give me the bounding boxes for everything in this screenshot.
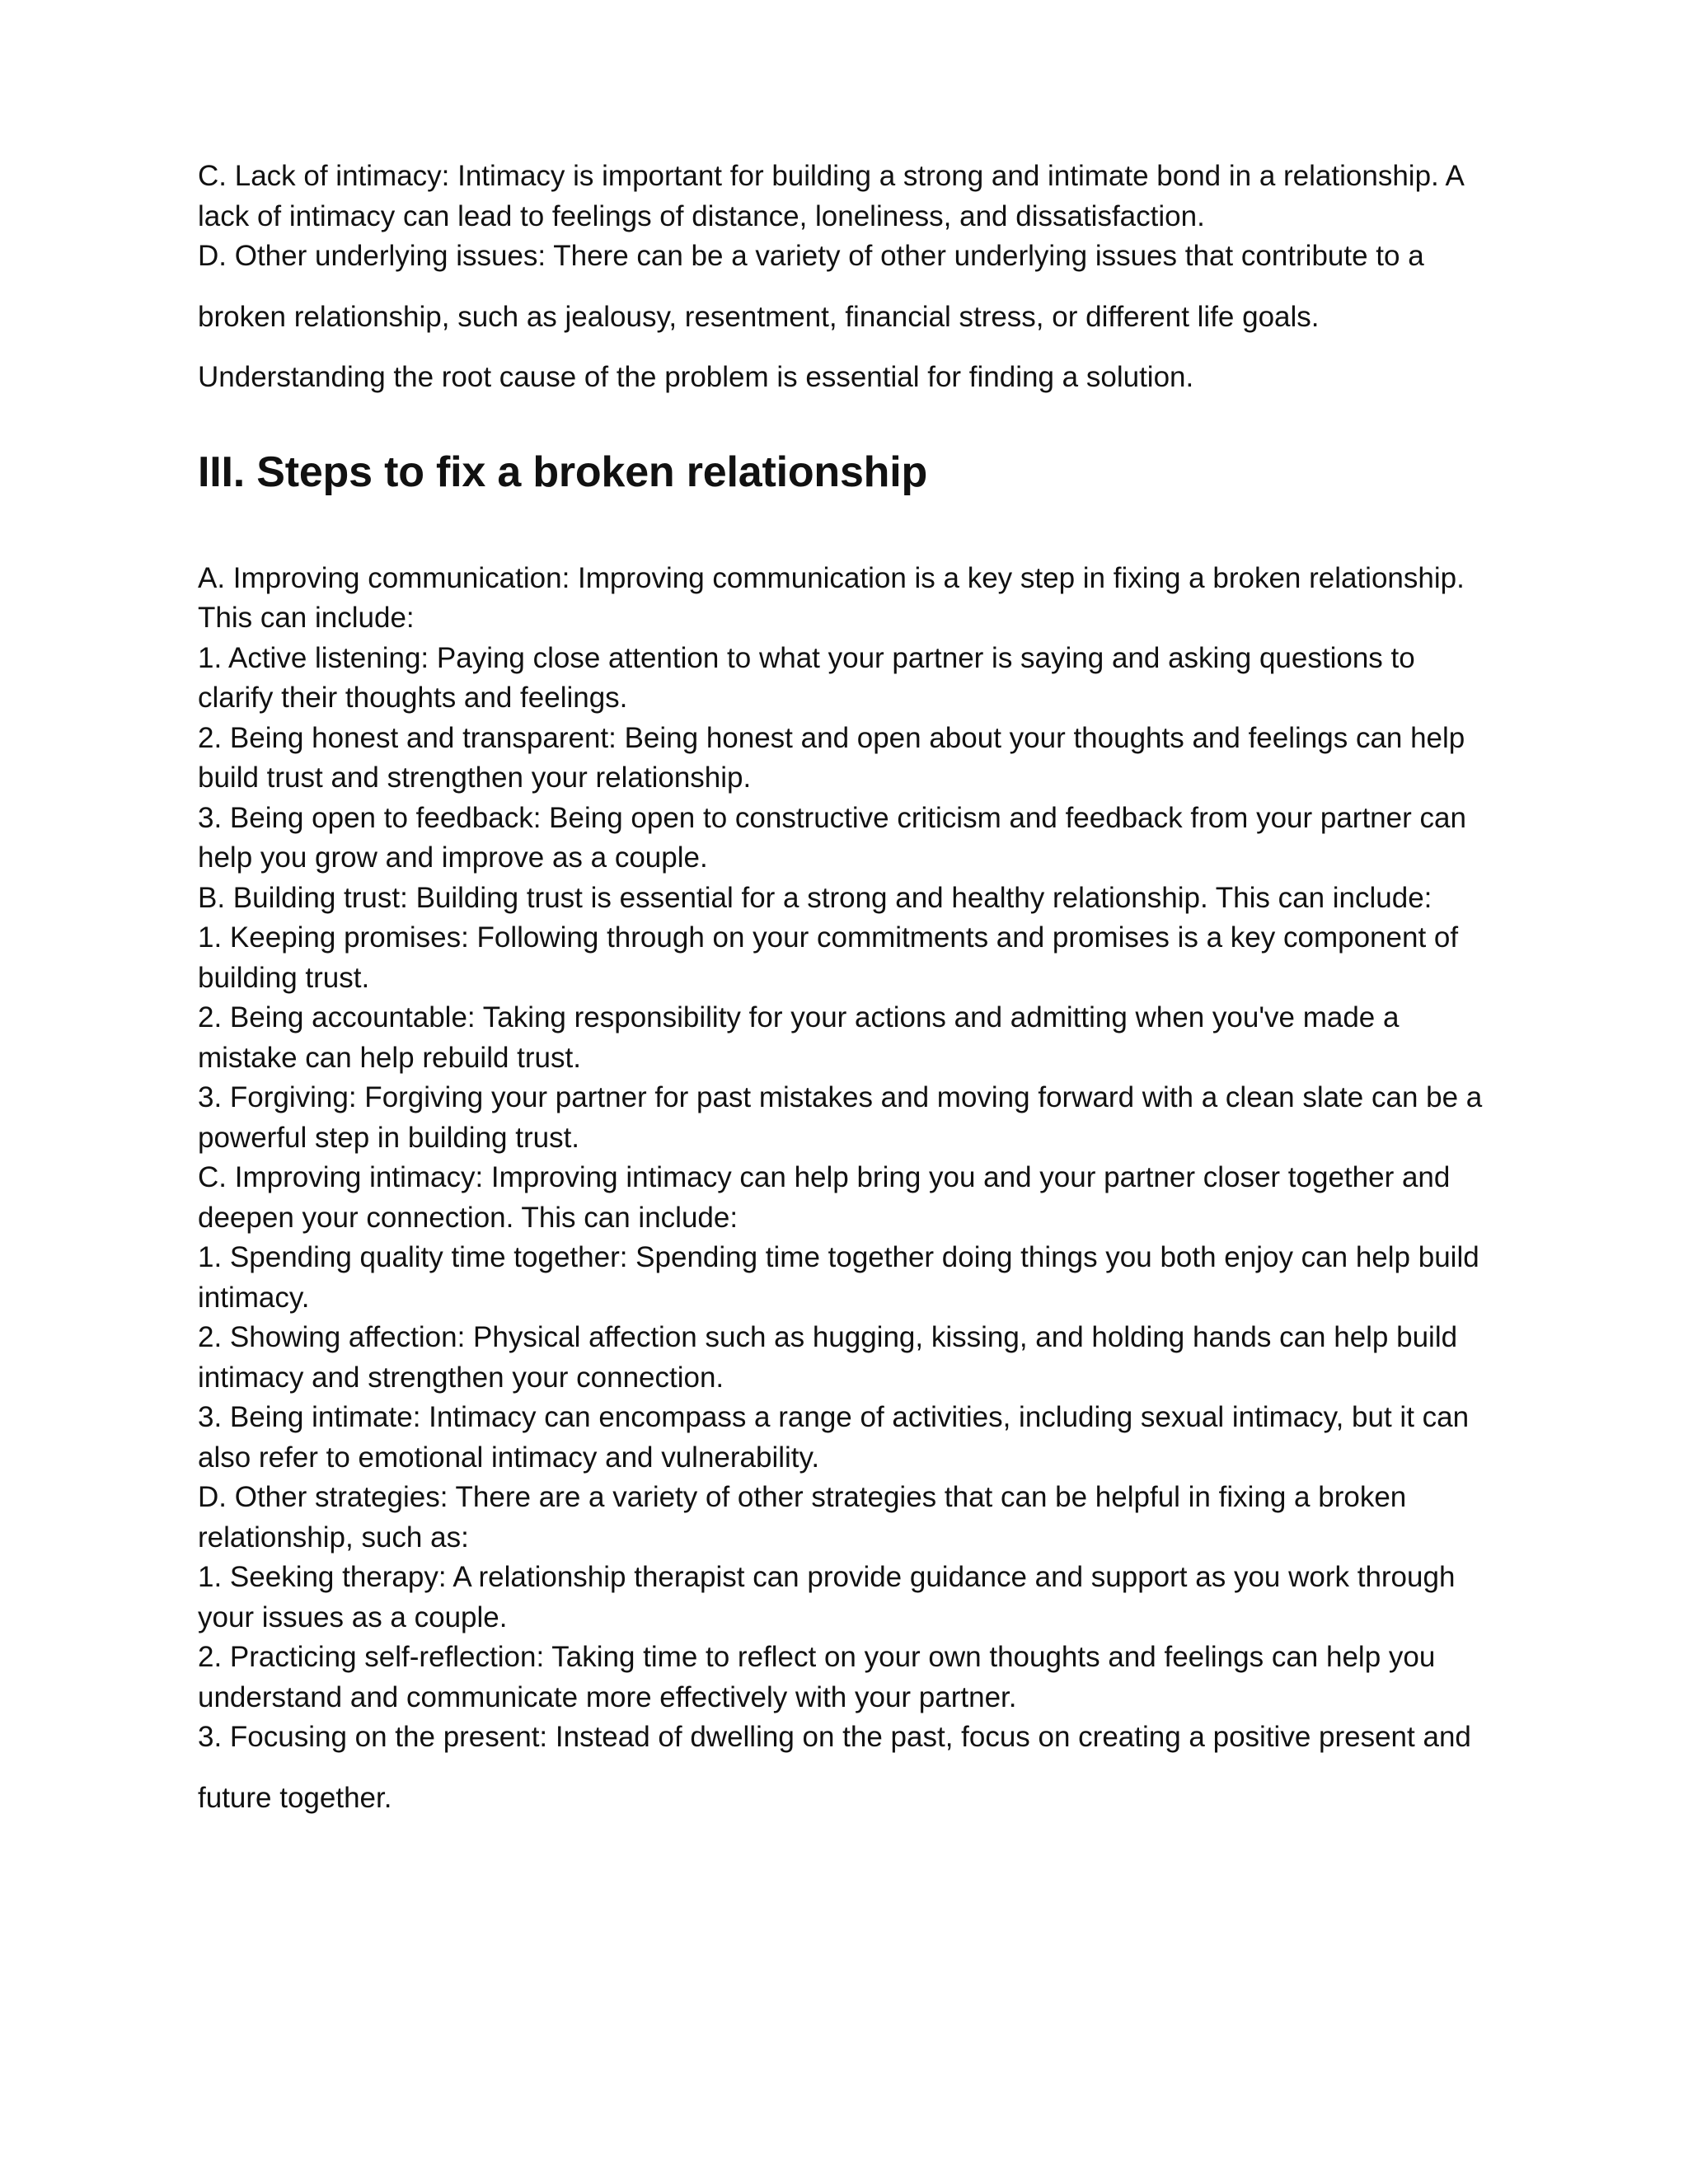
body-line: future together. [198,1781,392,1814]
body-line: relationship, such as: [198,1521,469,1554]
body-line: powerful step in building trust. [198,1121,580,1154]
body-line: 2. Showing affection: Physical affection such as hugging, kissing, and holding hands can help build [198,1321,1458,1353]
body-line: 2. Being honest and transparent: Being honest and open about your thoughts and feelings can help [198,721,1465,754]
body-line: 1. Keeping promises: Following through on your commitments and promises is a key component of [198,921,1459,954]
body-line: 1. Seeking therapy: A relationship therapist can provide guidance and support as you work through [198,1561,1456,1593]
body-line: intimacy. [198,1281,310,1314]
intro-line: D. Other underlying issues: There can be a variety of other underlying issues that contribute to a [198,240,1424,272]
body-line: D. Other strategies: There are a variety of other strategies that can be helpful in fixing a broken [198,1481,1407,1513]
body-line: A. Improving communication: Improving communication is a key step in fixing a broken relationship. [198,561,1465,594]
section-heading: III. Steps to fix a broken relationship [198,448,928,496]
body-line: This can include: [198,602,415,634]
body-line: help you grow and improve as a couple. [198,841,708,874]
body-line: 3. Focusing on the present: Instead of dwelling on the past, focus on creating a positive present and [198,1721,1471,1753]
document-content [198,157,1508,1818]
body-line: understand and communicate more effectively with your partner. [198,1680,1017,1713]
intro-line: C. Lack of intimacy: Intimacy is important for building a strong and intimate bond in a relationship. A [198,160,1465,192]
intro-line: lack of intimacy can lead to feelings of distance, loneliness, and dissatisfaction. [198,199,1205,232]
body-line: deepen your connection. This can include: [198,1201,738,1234]
body-line: also refer to emotional intimacy and vulnerability. [198,1441,820,1474]
body-line: 3. Being intimate: Intimacy can encompass a range of activities, including sexual intimacy, but it can [198,1401,1470,1433]
body-line: build trust and strengthen your relationship. [198,762,752,794]
body-line: 2. Being accountable: Taking responsibility for your actions and admitting when you've made a [198,1001,1400,1033]
body-line: 1. Spending quality time together: Spending time together doing things you both enjoy can help build [198,1241,1479,1273]
intro-line: broken relationship, such as jealousy, resentment, financial stress, or different life goals. [198,300,1320,333]
body-line: intimacy and strengthen your connection. [198,1361,724,1394]
body-line: 1. Active listening: Paying close attention to what your partner is saying and asking questions to [198,641,1415,674]
body-line: clarify their thoughts and feelings. [198,682,628,714]
body-line: 2. Practicing self-reflection: Taking time to reflect on your own thoughts and feelings can help you [198,1641,1436,1673]
body-line: building trust. [198,961,370,994]
body-line: B. Building trust: Building trust is essential for a strong and healthy relationship. This can include: [198,881,1432,914]
body-line: your issues as a couple. [198,1601,508,1633]
body-line: C. Improving intimacy: Improving intimacy can help bring you and your partner closer together and [198,1161,1451,1193]
body-line: 3. Being open to feedback: Being open to constructive criticism and feedback from your partner can [198,801,1466,834]
body-line: mistake can help rebuild trust. [198,1041,581,1074]
section-body [198,559,1508,1819]
body-line: 3. Forgiving: Forgiving your partner for past mistakes and moving forward with a clean slate can be a [198,1081,1483,1113]
intro-conclusion: Understanding the root cause of the problem is essential for finding a solution. [198,361,1194,393]
